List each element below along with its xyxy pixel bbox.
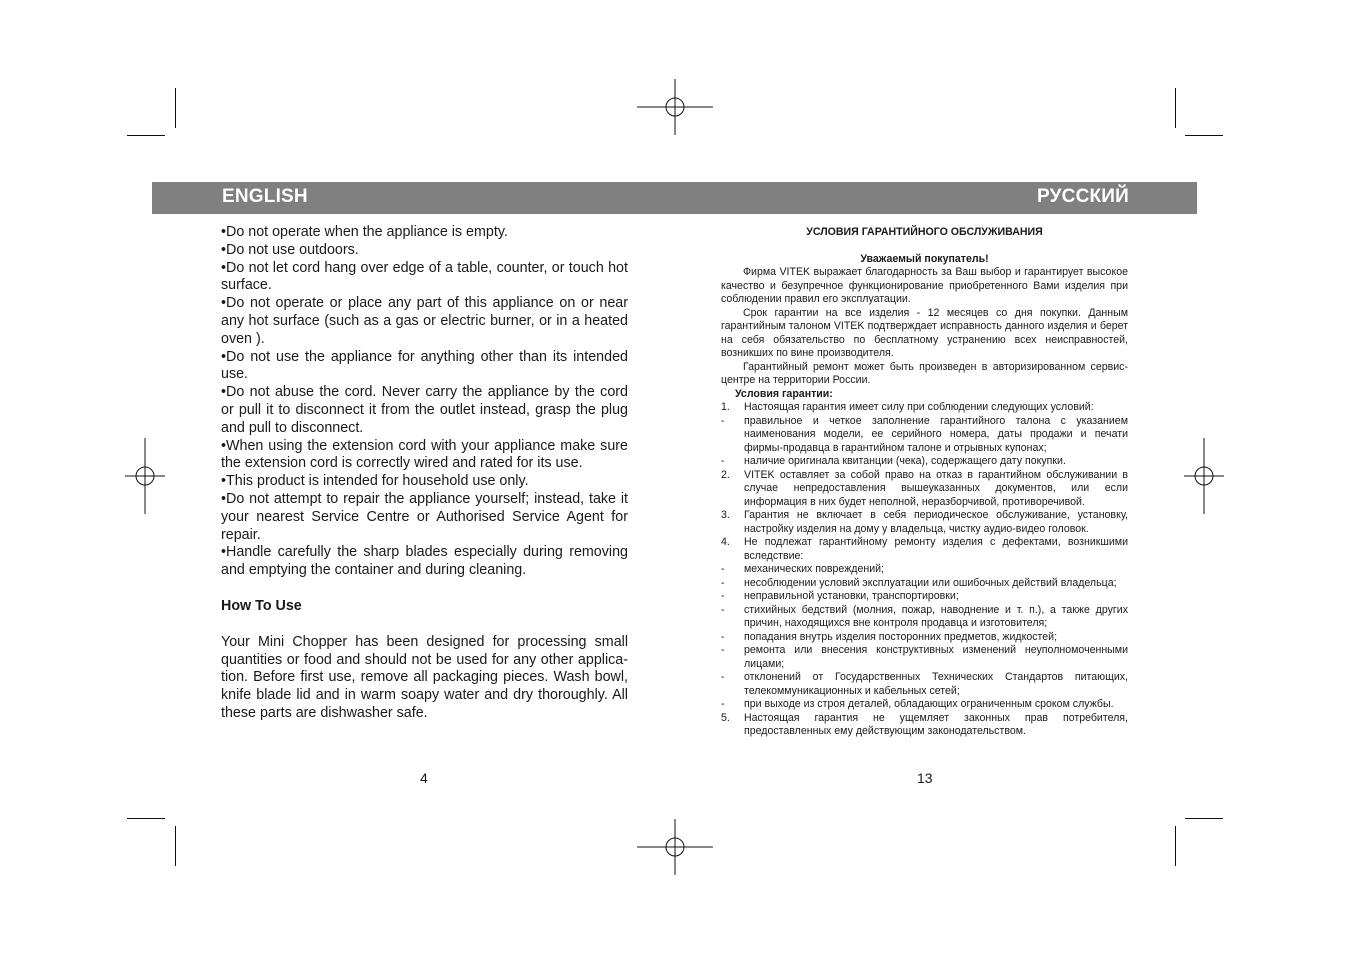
condition-item	[721, 604, 1128, 631]
condition-item	[721, 536, 1128, 563]
condition-text: механических повреждений;	[744, 563, 884, 575]
safety-bullet: •Do not abuse the cord. Never carry the appliance by the cord or pull it to disconnect it from the outlet instead, grasp the plug and pull to disconnect.	[221, 384, 628, 436]
condition-item	[721, 712, 1128, 739]
condition-text: при выходе из строя деталей, обладающих ограниченным сроком службы.	[744, 698, 1114, 710]
list-marker: -	[721, 644, 725, 656]
registration-mark-icon	[637, 69, 713, 145]
warranty-title: УСЛОВИЯ ГАРАНТИЙНОГО ОБСЛУЖИВАНИЯ	[806, 226, 1043, 238]
intro-paragraph: Гарантийный ремонт может быть произведен в авторизированном сервис-центре на территории России.	[721, 360, 1128, 386]
list-marker: -	[721, 576, 725, 589]
condition-text: стихийных бедствий (молния, пожар, наводнение и т. п.), а также других причин, находящихся вне контроля продавца и изготовителя;	[744, 603, 1128, 629]
crop-mark	[1175, 88, 1176, 128]
crop-mark	[1175, 826, 1176, 866]
safety-bullet: •Handle carefully the sharp blades especially during removing and emptying the container and during cleaning.	[221, 544, 628, 579]
condition-item	[721, 671, 1128, 698]
list-marker: -	[721, 590, 725, 602]
condition-text: ремонта или внесения конструктивных изменений неуполномоченными лицами;	[744, 644, 1128, 670]
list-marker: -	[721, 455, 725, 467]
crop-mark	[1185, 135, 1223, 136]
intro-paragraph: Фирма VITEK выражает благодарность за Ваш выбор и гарантирует высокое качество и безупречное функционирование приобретенного Вами изделия при соблюдении правил его эксплуатации.	[721, 266, 1128, 305]
safety-bullet: •Do not use outdoors.	[221, 241, 359, 258]
language-label-russian: РУССКИЙ	[1037, 186, 1129, 207]
list-marker: -	[721, 671, 725, 683]
condition-item	[721, 631, 1128, 645]
list-marker: 5.	[721, 711, 730, 724]
page-number-left: 4	[420, 770, 428, 786]
registration-mark-icon	[637, 809, 713, 885]
condition-item	[721, 469, 1128, 510]
safety-bullet: •Do not operate when the appliance is empty.	[221, 224, 508, 240]
list-marker: 2.	[721, 468, 730, 481]
condition-text: попадания внутрь изделия посторонних предметов, жидкостей;	[744, 630, 1058, 643]
list-marker: -	[721, 563, 725, 575]
list-marker: 4.	[721, 536, 730, 548]
safety-bullet: •Do not use the appliance for anything other than its intended use.	[221, 348, 628, 383]
condition-item	[721, 415, 1128, 456]
header-band	[152, 182, 1197, 214]
list-marker: 3.	[721, 509, 730, 521]
condition-item	[721, 509, 1128, 536]
crop-mark	[127, 135, 165, 136]
safety-bullet: •Do not attempt to repair the appliance yourself; instead, take it your nearest Service Centre or Authorised Service Agent for repair.	[221, 490, 628, 543]
registration-mark-icon	[107, 438, 183, 514]
condition-item	[721, 563, 1128, 577]
condition-item	[721, 644, 1128, 671]
condition-text: неправильной установки, транспортировки;	[744, 590, 959, 602]
crop-mark	[1185, 818, 1223, 819]
condition-item	[721, 455, 1128, 469]
english-column	[221, 224, 628, 723]
page-number-right: 13	[917, 770, 933, 786]
crop-mark	[175, 88, 176, 128]
list-marker: -	[721, 630, 725, 643]
condition-text: наличие оригинала квитанции (чека), содержащего дату покупки.	[744, 455, 1066, 467]
condition-text: Настоящая гарантия не ущемляет законных прав потребителя, предоставленных ему действующим законодательством.	[744, 711, 1128, 737]
condition-item	[721, 590, 1128, 604]
how-to-use-paragraph: Your Mini Chopper has been designed for processing small quantities or food and should not be used for any other applica-tion. Before first use, remove all packaging pieces. Wash bowl, knife blade lid and in warm soapy water and dry thoroughly. All these parts are dishwasher safe.	[221, 633, 628, 721]
greeting: Уважаемый покупатель!	[860, 252, 989, 265]
condition-text: отклонений от Государственных Технических Стандартов питающих, телекоммуникационных и кабельных сетей;	[744, 671, 1128, 697]
condition-text: несоблюдении условий эксплуатации или ошибочных действий владельца;	[744, 576, 1117, 589]
safety-bullet: •Do not let cord hang over edge of a table, counter, or touch hot surface.	[221, 259, 628, 294]
condition-text: правильное и четкое заполнение гарантийного талона с указанием наименования модели, ее серийного номера, даты продажи и печати фирмы-продавца в гарантийном талоне и отрывных купонах;	[744, 414, 1128, 454]
registration-mark-icon	[1166, 438, 1242, 514]
safety-bullet: •This product is intended for household use only.	[221, 473, 529, 490]
condition-text: Настоящая гарантия имеет силу при соблюдении следующих условий:	[744, 401, 1094, 413]
crop-mark	[127, 818, 165, 819]
language-label-english: ENGLISH	[222, 186, 308, 207]
list-marker: -	[721, 414, 725, 427]
intro-paragraph: Срок гарантии на все изделия - 12 месяцев со дня покупки. Данным гарантийным талоном VITEK подтверждает исправность данного изделия и берет на себя обязательство по бесплатному устранению всех неисправностей, возникших по вине производителя.	[721, 306, 1128, 359]
condition-text: Не подлежат гарантийному ремонту изделия с дефектами, возникшими вследствие:	[744, 536, 1128, 562]
russian-column	[721, 226, 1128, 739]
crop-mark	[175, 826, 176, 866]
condition-item	[721, 577, 1128, 591]
condition-item	[721, 698, 1128, 712]
condition-item	[721, 401, 1128, 415]
safety-bullet: •Do not operate or place any part of this appliance on or near any hot surface (such as a gas or electric burner, or in a heated oven ).	[221, 295, 628, 347]
condition-text: VITEK оставляет за собой право на отказ в гарантийном обслуживании в случае непредоставления вышеуказанных документов, или если информация в них будет неполной, неразборчивой, противоречивой.	[744, 468, 1128, 508]
list-marker: -	[721, 698, 725, 710]
list-marker: -	[721, 603, 725, 616]
list-marker: 1.	[721, 401, 730, 413]
condition-text: Гарантия не включает в себя периодическое обслуживание, установку, настройку изделия на дому у владельца, чистку аудио-видео головок.	[744, 509, 1128, 535]
safety-bullet: •When using the extension cord with your appliance make sure the extension cord is correctly wired and rated for its use.	[221, 437, 628, 472]
section-title-how-to-use: How To Use	[221, 597, 302, 614]
conditions-heading: Условия гарантии:	[735, 387, 833, 400]
